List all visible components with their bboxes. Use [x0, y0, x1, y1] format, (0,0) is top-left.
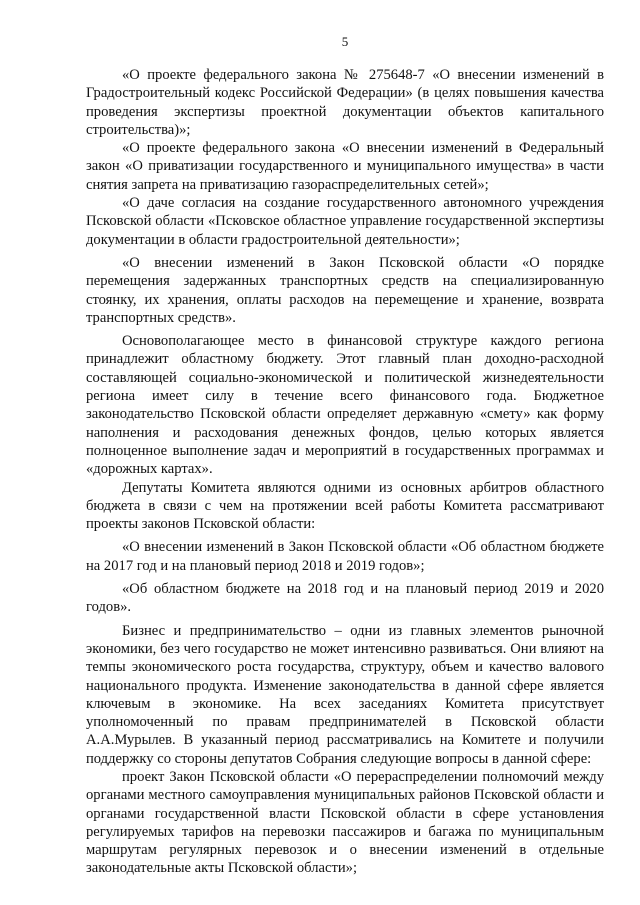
paragraph-oblastnoy-byudzhet: Основополагающее место в финансовой структуре каждого региона принадлежит областному бюджету. Этот главный план доходно-расходной составляющей социально-экономической и политической жизнедеятельности региона имеет силу в течение всего финансового года. Бюджетное законодательство Псковской области определяет державную «смету» как форму наполнения и расходования денежных фондов, целью которых является полноценное выполнение задач и мероприятий в государственных программах и «дорожных картах».	[86, 333, 604, 478]
paragraph-transportnye-sredstva: «О внесении изменений в Закон Псковской области «О порядке перемещения задержанных транспортных средств на специализированную стоянку, их хранения, оплаты расходов на перемещение и хранение, возврата транспортных средств».	[86, 254, 604, 326]
paragraph-pereraspredelenie: проект Закон Псковской области «О перераспределении полномочий между органами местного самоуправления муниципальных районов Псковской области и органами государственной власти Псковской области в сфере установления регулируемых тарифов на перевозки пассажиров и багажа по муниципальным маршрутам регулярных перевозок и о внесении изменений в отдельные законодательные акты Псковской области»;	[86, 768, 604, 877]
paragraph-byudzhet-2018: «Об областном бюджете на 2018 год и на плановый период 2019 и 2020 годов».	[86, 581, 604, 616]
document-page	[86, 0, 604, 905]
paragraph-biznes: Бизнес и предпринимательство – одни из главных элементов рыночной экономики, без чего государство не может интенсивно развиваться. Они влияют на темпы экономического роста государства, структуру, объем и качество валового национального продукта. Изменение законодательства в данной сфере является ключевым в экономике. На всех заседаниях Комитета присутствует уполномоченный по правам предпринимателей в Псковской области А.А.Мурылев. В указанный период рассматривались на Комитете и получили поддержку со стороны депутатов Собрания следующие вопросы в данной сфере:	[86, 622, 604, 767]
paragraph-byudzhet-2017: «О внесении изменений в Закон Псковской области «Об областном бюджете на 2017 год и на плановый период 2018 и 2019 годов»;	[86, 539, 604, 574]
paragraph-deputaty-komiteta: Депутаты Комитета являются одними из основных арбитров областного бюджета в связи с чем на протяжении всей работы Комитета рассматривают проекты законов Псковской области:	[86, 479, 604, 533]
paragraph-privatizatsiya: «О проекте федерального закона «О внесении изменений в Федеральный закон «О приватизации государственного и муниципального имущества» в части снятия запрета на приватизацию газораспределительных сетей»;	[86, 140, 604, 193]
page-number: 5	[341, 34, 349, 49]
document-body	[86, 66, 604, 878]
paragraph-avtonomnoe-uchrezhdenie: «О даче согласия на создание государственного автономного учреждения Псковской области «Псковское областное управление государственной экспертизы документации в области градостроительной деятельности»;	[86, 195, 604, 248]
paragraph-gradostroitelny-kodeks: «О проекте федерального закона № 275648-7 «О внесении изменений в Градостроительный кодекс Российской Федерации» (в целях повышения качества проведения экспертизы проектной документации объектов капитального строительства)»;	[86, 67, 604, 138]
